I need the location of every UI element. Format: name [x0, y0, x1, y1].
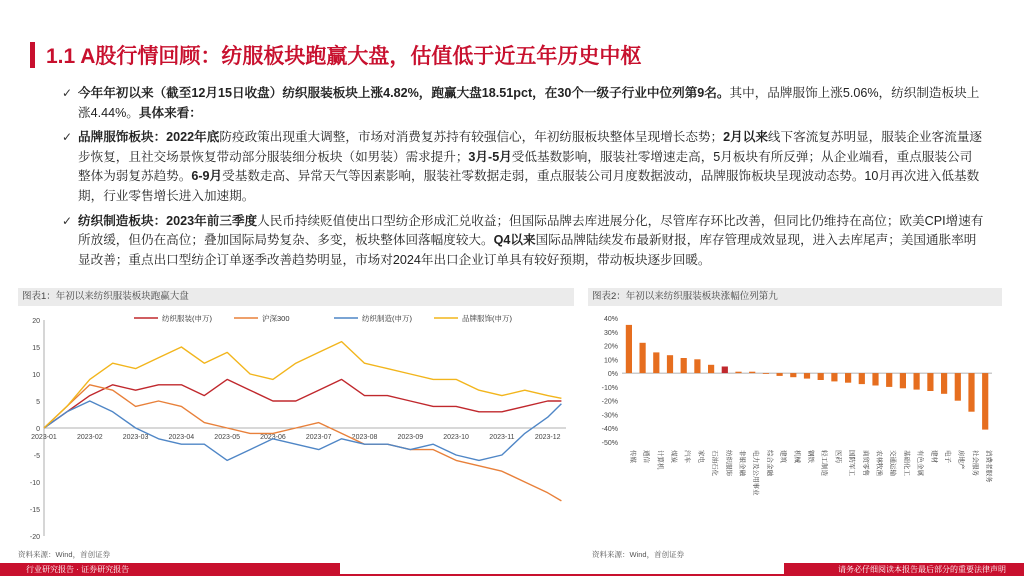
bar	[968, 373, 974, 412]
bar	[818, 373, 824, 380]
bar	[900, 373, 906, 388]
bullet-emphasis: 品牌服饰板块：2022年底	[78, 130, 220, 145]
bar-chart	[588, 308, 1002, 548]
bullet-text: 人民币持续贬值使出口型纺企形成汇兑收益；但国际品牌去库进展分化，尽管库存环比改善，但同比仍维持在高位；欧美CPI增速有所放缓，但仍在高位；叠加国际局势复杂、多变，板块整体回落幅度较大。	[78, 213, 984, 248]
y-tick-label: 5	[36, 399, 40, 406]
y-tick-label: -20	[29, 534, 40, 541]
check-icon: ✓	[62, 213, 73, 228]
category-label: 房地产	[957, 450, 965, 470]
x-tick-label: 2023-11	[489, 434, 515, 441]
category-label: 通信	[642, 450, 650, 463]
bullet-emphasis: 2月以来	[723, 130, 768, 145]
bullet-text: 受低基数影响，服装社零增速走高，5月板块有所反弹；从企业端看，重点服装公司整体为弱复苏趋势。	[78, 149, 973, 184]
bar	[982, 373, 988, 430]
bar	[941, 373, 947, 394]
bar	[735, 372, 741, 373]
legend-label: 沪深300	[262, 314, 290, 323]
series-line	[44, 385, 561, 501]
x-tick-label: 2023-06	[260, 434, 286, 441]
bar	[763, 373, 769, 374]
footer-left-bar	[0, 563, 340, 576]
bar	[831, 373, 837, 381]
bullet-item	[62, 128, 984, 206]
series-line	[44, 401, 561, 460]
bar	[927, 373, 933, 391]
figure2-source: 资料来源：Wind，首创证券	[592, 550, 685, 559]
category-label: 计算机	[656, 450, 664, 470]
bar	[955, 373, 961, 401]
category-label: 非银金融	[738, 450, 746, 476]
y-tick-label: 40%	[603, 316, 618, 323]
bar	[653, 352, 659, 373]
category-label: 医药	[834, 450, 842, 463]
figure1-source: 资料来源：Wind，首创证券	[18, 550, 111, 559]
bar	[872, 373, 878, 385]
category-label: 煤炭	[670, 450, 677, 463]
bar	[694, 359, 700, 373]
category-label: 建材	[930, 450, 938, 463]
bar	[640, 343, 646, 373]
y-tick-label: -40%	[601, 426, 618, 434]
x-tick-label: 2023-10	[443, 434, 469, 441]
y-tick-label: -30%	[601, 412, 618, 420]
y-tick-label: 20%	[603, 343, 618, 351]
y-tick-label: 15	[32, 345, 40, 352]
y-tick-label: 0	[36, 426, 40, 433]
figure2-header: 图表2：年初以来纺织服装板块涨幅位列第九	[588, 288, 1002, 306]
category-label: 钢铁	[807, 450, 814, 463]
x-tick-label: 2023-07	[305, 434, 332, 441]
x-tick-label: 2023-04	[168, 434, 195, 441]
bar	[859, 373, 865, 384]
bar	[708, 365, 714, 373]
x-tick-label: 2023-01	[31, 434, 57, 441]
bullet-text: 受基数走高、异常天气等因素影响，服装社零数据走弱，重点服装公司月度数据波动，品牌服饰板块呈现波动态势。10月再次进入低基数期，行业零售增长进入加速期。	[78, 169, 980, 203]
y-tick-label: 30%	[603, 329, 618, 337]
bullet-emphasis: 具体来看：	[138, 105, 202, 120]
category-label: 社会服务	[971, 450, 979, 476]
category-label: 机械	[793, 450, 801, 463]
y-tick-label: -5	[33, 453, 40, 460]
bullet-item	[62, 84, 984, 123]
bar	[845, 373, 851, 383]
bullet-emphasis: 今年年初以来（截至12月15日收盘）纺织服装板块上涨4.82%，跑赢大盘18.51pct，在30个一级子行业中位列第9名。	[78, 86, 730, 100]
x-tick-label: 2023-09	[397, 434, 424, 441]
y-tick-label: 10	[32, 372, 40, 379]
footer-right-text: 请务必仔细阅读本报告最后部分的重要法律声明	[838, 565, 1006, 574]
category-label: 石油石化	[711, 450, 719, 476]
category-label: 汽车	[683, 450, 691, 463]
category-label: 轻工制造	[820, 450, 828, 476]
y-tick-label: -10	[29, 480, 40, 487]
x-tick-label: 2023-08	[351, 434, 378, 441]
bar	[777, 373, 783, 376]
category-label: 电子	[944, 450, 951, 463]
category-label: 交通运输	[889, 450, 897, 476]
bullet-text: 其中，品牌服饰上涨5.06%，纺织制造板块上涨4.44%。	[78, 86, 980, 120]
category-label: 传媒	[628, 450, 636, 463]
category-label: 家电	[697, 450, 705, 463]
bar	[626, 325, 632, 373]
bullet-text: 防疫政策出现重大调整，市场对消费复苏持有较强信心，年初纺服板块整体呈现增长态势；	[219, 130, 724, 145]
x-tick-label: 2023-05	[214, 434, 241, 441]
bullet-emphasis: 6-9月	[191, 169, 223, 184]
bar	[667, 355, 673, 373]
bullet-emphasis: Q4以来	[493, 233, 536, 248]
y-tick-label: 0%	[607, 371, 618, 379]
check-icon: ✓	[62, 86, 73, 100]
bullet-item	[62, 212, 984, 271]
category-label: 建筑	[779, 450, 787, 463]
page-title: 1.1 A股行情回顾：纺服板块跑赢大盘，估值低于近五年历史中枢	[46, 45, 642, 68]
bar	[914, 373, 920, 390]
category-label: 国防军工	[848, 450, 856, 476]
y-tick-label: -20%	[601, 398, 618, 406]
figure1-header: 图表1：年初以来纺织服装板块跑赢大盘	[18, 288, 574, 306]
category-label: 有色金属	[916, 450, 924, 476]
x-tick-label: 2023-03	[122, 434, 149, 441]
legend-label: 纺织制造(申万)	[362, 314, 412, 323]
category-label: 电力及公用事业	[752, 450, 760, 496]
bar	[886, 373, 892, 387]
category-label: 纺织服饰	[724, 450, 732, 476]
category-label: 农林牧渔	[875, 450, 883, 476]
x-tick-label: 2023-12	[534, 434, 561, 441]
title-accent-bar	[30, 42, 35, 68]
legend-label: 纺织服装(申万)	[162, 314, 212, 323]
category-label: 基础化工	[902, 450, 910, 476]
line-chart	[14, 308, 574, 548]
check-icon: ✓	[62, 130, 73, 145]
footer-left-text: 行业研究报告 · 证券研究报告	[26, 565, 130, 574]
y-tick-label: 20	[32, 318, 40, 325]
category-label: 商贸零售	[861, 450, 869, 476]
footer-right-bar	[784, 563, 1024, 576]
category-label: 综合金融	[765, 450, 773, 476]
bullet-text: 线下客流复苏明显，服装企业客流量逐步恢复，且社交场景恢复带动部分服装细分板块（如男装）需求提升；	[78, 130, 983, 164]
category-label: 消费者服务	[985, 450, 993, 483]
bar	[749, 372, 755, 373]
y-tick-label: 10%	[603, 357, 618, 365]
y-tick-label: -50%	[601, 440, 618, 447]
bar	[790, 373, 796, 377]
y-tick-label: -10%	[601, 384, 618, 392]
series-line	[44, 342, 561, 428]
legend-label: 品牌服饰(申万)	[462, 314, 512, 323]
y-tick-label: -15	[29, 507, 40, 514]
x-tick-label: 2023-02	[76, 434, 103, 441]
bullet-list	[62, 84, 984, 275]
bar	[804, 373, 810, 379]
series-line	[44, 379, 561, 428]
bullet-text: 国际品牌陆续发布最新财报，库存管理成效显现，进入去库尾声；美国通胀率明显改善；重点出口型纺企订单逐季改善趋势明显，市场对2024年出口企业订单具有较好预期，带动板块逐步回暖。	[78, 233, 977, 267]
bullet-emphasis: 纺织制造板块：2023年前三季度	[78, 213, 258, 228]
bullet-emphasis: 3月-5月	[468, 149, 512, 164]
bar	[722, 367, 728, 374]
bar	[681, 358, 687, 373]
